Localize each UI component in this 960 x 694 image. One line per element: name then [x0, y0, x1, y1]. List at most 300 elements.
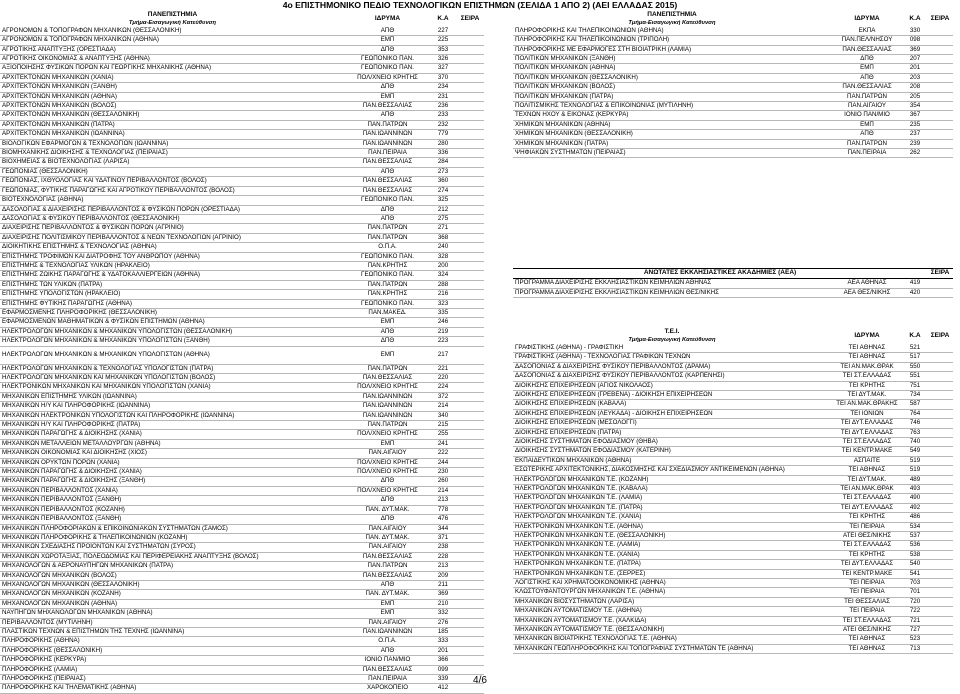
- institution-cell: ΠΑΝ.ΙΩΑΝΝΙΝΩΝ: [345, 392, 430, 401]
- institution-cell: ΤΕΙ ΔΥΤ.ΜΑΚ.: [831, 475, 903, 484]
- dept-cell: ΗΛΕΚΤΡΟΛΟΓΩΝ ΜΗΧΑΝΙΚΩΝ & ΜΗΧΑΝΙΚΩΝ ΥΠΟΛΟΓΙΣΤΩΝ (ΞΑΝΘΗ): [0, 337, 345, 346]
- table-row: [0, 205, 484, 214]
- institution-cell: ΑΕΑ ΘΕΣ/ΝΙΚΗΣ: [831, 288, 903, 297]
- series-cell: [927, 644, 953, 653]
- table-row: [513, 616, 953, 625]
- dept-cell: ΑΞΙΟΠΟΙΗΣΗΣ ΦΥΣΙΚΩΝ ΠΟΡΩΝ ΚΑΙ ΓΕΩΡΓΙΚΗΣ ΜΗΧΑΝΙΚΗΣ (ΑΘΗΝΑ): [0, 64, 345, 73]
- series-cell: [456, 609, 484, 618]
- series-cell: [927, 362, 953, 371]
- institution-cell: ΠΑΝ.ΙΩΑΝΝΙΝΩΝ: [345, 402, 430, 411]
- table-row: [513, 139, 953, 148]
- institution-cell: ΓΕΩΠΟΝΙΚΟ ΠΑΝ.: [345, 55, 430, 64]
- code-cell: 212: [430, 205, 456, 214]
- dept-cell: ΠΕΡΙΒΑΛΛΟΝΤΟΣ (ΜΥΤΙΛΗΝΗ): [0, 618, 345, 627]
- dept-cell: ΚΛΩΣΤΟΥΦΑΝΤΟΥΡΓΩΝ ΜΗΧΑΝΙΚΩΝ Τ.Ε. (ΑΘΗΝΑ): [513, 588, 831, 597]
- dept-cell: ΠΛΗΡΟΦΟΡΙΚΗΣ ΚΑΙ ΤΗΛΕΠΙΚΟΙΝΩΝΙΩΝ (ΤΡΙΠΟΛΗ): [513, 36, 831, 45]
- code-cell: 703: [903, 579, 927, 588]
- right-gap-2: [513, 298, 953, 328]
- table-row: [0, 637, 484, 646]
- dept-cell: ΕΠΙΣΤΗΜΗΣ & ΤΕΧΝΟΛΟΓΙΑΣ ΥΛΙΚΩΝ (ΗΡΑΚΛΕΙΟ): [0, 261, 345, 270]
- institution-cell: ΠΑΝ.ΑΙΓΑΙΟΥ: [345, 618, 430, 627]
- code-cell: 493: [903, 484, 927, 493]
- institution-cell: ΔΠΘ: [345, 515, 430, 524]
- institution-cell: ΧΑΡΟΚΟΠΕΙΟ: [345, 684, 430, 693]
- code-cell: 208: [903, 83, 927, 92]
- code-cell: 230: [430, 468, 456, 477]
- table-row: [0, 524, 484, 533]
- right-top-header-sub: Τμήμα-Εισαγωγική Κατεύθυνση: [628, 19, 716, 26]
- series-cell: [456, 543, 484, 552]
- institution-cell: ΤΕΙ ΑΘΗΝΑΣ: [831, 353, 903, 362]
- institution-cell: ΤΕΙ ΑΘΗΝΑΣ: [831, 635, 903, 644]
- institution-cell: ΑΠΘ: [345, 27, 430, 36]
- code-cell: 222: [430, 449, 456, 458]
- table-row: [0, 139, 484, 148]
- dept-cell: ΜΗΧΑΝΙΚΩΝ ΜΕΤΑΛΛΕΙΩΝ ΜΕΤΑΛΛΟΥΡΓΩΝ (ΑΘΗΝΑ): [0, 439, 345, 448]
- right-top-header-main: ΠΑΝΕΠΙΣΤΗΜΙΑ: [647, 11, 697, 18]
- table-row: [0, 337, 484, 346]
- dept-cell: ΜΗΧΑΝΙΚΩΝ ΑΥΤΟΜΑΤΙΣΜΟΥ Τ.Ε. (ΘΕΣΣΑΛΟΝΙΚΗ): [513, 626, 831, 635]
- table-row: [0, 214, 484, 223]
- page-number: 4/6: [473, 675, 487, 686]
- code-cell: 201: [903, 64, 927, 73]
- dept-cell: ΗΛΕΚΤΡΟΝΙΚΩΝ ΜΗΧΑΝΙΚΩΝ Τ.Ε. (ΣΕΡΡΕΣ): [513, 569, 831, 578]
- institution-cell: ΔΠΘ: [345, 83, 430, 92]
- code-cell: 237: [903, 130, 927, 139]
- left-table-wrap: [0, 11, 484, 694]
- table-row: [0, 167, 484, 176]
- table-row: [0, 290, 484, 299]
- series-cell: [927, 83, 953, 92]
- code-cell: 274: [430, 186, 456, 195]
- table-row: [513, 428, 953, 437]
- institution-cell: ΠΑΝ.ΙΩΑΝΝΙΝΩΝ: [345, 130, 430, 139]
- series-cell: [456, 496, 484, 505]
- table-row: [513, 522, 953, 531]
- dept-cell: ΕΦΑΡΜΟΣΜΕΝΗΣ ΠΛΗΡΟΦΟΡΙΚΗΣ (ΘΕΣΣΑΛΟΝΙΚΗ): [0, 308, 345, 317]
- dept-cell: ΕΠΙΣΤΗΜΗΣ ΖΩΙΚΗΣ ΠΑΡΑΓΩΓΗΣ & ΥΔΑΤΟΚΑΛΛΙΕΡΓΕΙΩΝ (ΑΘΗΝΑ): [0, 271, 345, 280]
- dept-cell: ΗΛΕΚΤΡΟΛΟΓΩΝ ΜΗΧΑΝΙΚΩΝ ΚΑΙ ΜΗΧΑΝΙΚΩΝ ΥΠΟΛΟΓΙΣΤΩΝ (ΒΟΛΟΣ): [0, 374, 345, 383]
- code-cell: 537: [903, 532, 927, 541]
- table-row: [0, 430, 484, 439]
- code-cell: 324: [430, 271, 456, 280]
- code-cell: 238: [430, 543, 456, 552]
- series-cell: [927, 372, 953, 381]
- series-cell: [456, 214, 484, 223]
- table-row: [513, 73, 953, 82]
- dept-cell: ΧΗΜΙΚΩΝ ΜΗΧΑΝΙΚΩΝ (ΘΕΣΣΑΛΟΝΙΚΗ): [513, 130, 831, 139]
- code-cell: 521: [903, 344, 927, 353]
- institution-cell: ΤΕΙ ΚΡΗΤΗΣ: [831, 513, 903, 522]
- table-row: [0, 299, 484, 308]
- code-cell: 339: [430, 675, 456, 684]
- code-cell: 211: [430, 580, 456, 589]
- dept-cell: ΜΗΧΑΝΙΚΩΝ ΟΙΚΟΝΟΜΙΑΣ ΚΑΙ ΔΙΟΙΚΗΣΗΣ (ΧΙΟΣ): [0, 449, 345, 458]
- table-row: [0, 346, 484, 364]
- series-cell: [927, 149, 953, 158]
- table-row: [513, 644, 953, 653]
- dept-cell: ΠΛΗΡΟΦΟΡΙΚΗΣ ΚΑΙ ΤΗΛΕΠΙΚΟΙΝΩΝΙΩΝ (ΑΘΗΝΑ): [513, 27, 831, 36]
- series-cell: [456, 392, 484, 401]
- code-cell: 233: [430, 111, 456, 120]
- dept-cell: ΠΛΗΡΟΦΟΡΙΚΗΣ ΜΕ ΕΦΑΡΜΟΓΕΣ ΣΤΗ ΒΙΟΙΑΤΡΙΚΗ (ΛΑΜΙΑ): [513, 45, 831, 54]
- series-cell: [456, 364, 484, 373]
- institution-cell: ΠΟΛ/ΧΝΕΙΟ ΚΡΗΤΗΣ: [345, 486, 430, 495]
- code-cell: 740: [903, 437, 927, 446]
- dept-cell: ΔΑΣΟΠΟΝΙΑΣ & ΔΙΑΧΕΙΡΙΣΗΣ ΦΥΣΙΚΟΥ ΠΕΡΙΒΑΛΛΟΝΤΟΣ (ΚΑΡΠΕΝΗΣΙ): [513, 372, 831, 381]
- dept-cell: ΑΡΧΙΤΕΚΤΟΝΩΝ ΜΗΧΑΝΙΚΩΝ (ΘΕΣΣΑΛΟΝΙΚΗ): [0, 111, 345, 120]
- institution-cell: ΠΑΝ.ΠΑΤΡΩΝ: [831, 139, 903, 148]
- code-cell: 721: [903, 616, 927, 625]
- code-cell: 366: [430, 656, 456, 665]
- left-header-sub: Τμήμα-Εισαγωγική Κατεύθυνση: [128, 19, 217, 26]
- code-cell: 328: [430, 252, 456, 261]
- series-cell: [927, 447, 953, 456]
- series-cell: [456, 177, 484, 186]
- right-tei-header-series: ΣΕΙΡΑ: [927, 328, 953, 344]
- series-cell: [927, 381, 953, 390]
- right-top-header-series: ΣΕΙΡΑ: [927, 11, 953, 27]
- institution-cell: ΔΠΘ: [345, 337, 430, 346]
- series-cell: [456, 637, 484, 646]
- code-cell: 720: [903, 597, 927, 606]
- table-row: [513, 437, 953, 446]
- dept-cell: ΑΡΧΙΤΕΚΤΟΝΩΝ ΜΗΧΑΝΙΚΩΝ (ΧΑΝΙΑ): [0, 73, 345, 82]
- series-cell: [927, 400, 953, 409]
- series-cell: [456, 120, 484, 129]
- series-cell: [456, 656, 484, 665]
- code-cell: 325: [430, 196, 456, 205]
- institution-cell: ΤΕΙ ΑΝ.ΜΑΚ.ΘΡΑΚ: [831, 484, 903, 493]
- code-cell: 241: [430, 439, 456, 448]
- series-cell: [456, 505, 484, 514]
- code-cell: 219: [430, 327, 456, 336]
- code-cell: 332: [430, 609, 456, 618]
- dept-cell: ΗΛΕΚΤΡΟΛΟΓΩΝ ΜΗΧΑΝΙΚΩΝ & ΜΗΧΑΝΙΚΩΝ ΥΠΟΛΟΓΙΣΤΩΝ (ΘΕΣΣΑΛΟΝΙΚΗ): [0, 327, 345, 336]
- right-military-header: [513, 269, 953, 279]
- institution-cell: ΠΑΝ.ΘΕΣΣΑΛΙΑΣ: [831, 83, 903, 92]
- institution-cell: ΑΣΠΑΙΤΕ: [831, 456, 903, 465]
- series-cell: [456, 421, 484, 430]
- code-cell: 540: [903, 560, 927, 569]
- table-row: [0, 318, 484, 327]
- left-header-main: ΠΑΝΕΠΙΣΤΗΜΙΑ: [147, 11, 198, 18]
- code-cell: 551: [903, 372, 927, 381]
- institution-cell: ΤΕΙ ΑΘΗΝΑΣ: [831, 344, 903, 353]
- series-cell: [456, 411, 484, 420]
- table-row: [0, 656, 484, 665]
- institution-cell: ΤΕΙ ΔΥΤ.ΕΛΛΑΔΑΣ: [831, 503, 903, 512]
- right-top-table-body: [513, 27, 953, 158]
- table-row: [513, 344, 953, 353]
- series-cell: [456, 458, 484, 467]
- dept-cell: ΧΗΜΙΚΩΝ ΜΗΧΑΝΙΚΩΝ (ΠΑΤΡΑ): [513, 139, 831, 148]
- table-row: [513, 390, 953, 399]
- series-cell: [456, 515, 484, 524]
- dept-cell: ΔΙΑΧΕΙΡΙΣΗΣ ΠΟΛΙΤΙΣΜΙΚΟΥ ΠΕΡΙΒΑΛΛΟΝΤΟΣ & ΝΕΩΝ ΤΕΧΝΟΛΟΓΙΩΝ (ΑΓΡΙΝΙΟ): [0, 233, 345, 242]
- table-row: [513, 579, 953, 588]
- table-row: [0, 618, 484, 627]
- code-cell: 284: [430, 158, 456, 167]
- table-row: [0, 411, 484, 420]
- right-tei-header: [513, 328, 953, 344]
- series-cell: [456, 83, 484, 92]
- table-row: [513, 447, 953, 456]
- series-cell: [456, 111, 484, 120]
- dept-cell: ΗΛΕΚΤΡΟΝΙΚΩΝ ΜΗΧΑΝΙΚΩΝ Τ.Ε. (ΑΘΗΝΑ): [513, 522, 831, 531]
- table-row: [0, 92, 484, 101]
- table-row: [0, 327, 484, 336]
- table-row: [0, 421, 484, 430]
- institution-cell: ΓΕΩΠΟΝΙΚΟ ΠΑΝ.: [345, 252, 430, 261]
- institution-cell: ΠΑΝ. ΔΥΤ.ΜΑΚ.: [345, 505, 430, 514]
- dept-cell: ΗΛΕΚΤΡΟΝΙΚΩΝ ΜΗΧΑΝΙΚΩΝ Τ.Ε. (ΧΑΝΙΑ): [513, 550, 831, 559]
- table-row: [0, 496, 484, 505]
- series-cell: [456, 205, 484, 214]
- dept-cell: ΜΗΧΑΝΟΛΟΓΩΝ ΜΗΧΑΝΙΚΩΝ (ΘΕΣΣΑΛΟΝΙΚΗ): [0, 580, 345, 589]
- code-cell: 327: [430, 64, 456, 73]
- code-cell: 246: [430, 318, 456, 327]
- series-cell: [456, 299, 484, 308]
- institution-cell: ΑΠΘ: [345, 167, 430, 176]
- dept-cell: ΔΙΟΙΚΗΣΗΣ ΕΠΙΧΕΙΡΗΣΕΩΝ (ΚΑΒΑΛΑ): [513, 400, 831, 409]
- table-row: [0, 562, 484, 571]
- table-row: [0, 609, 484, 618]
- code-cell: 330: [903, 27, 927, 36]
- code-cell: 335: [430, 308, 456, 317]
- table-row: [0, 55, 484, 64]
- dept-cell: ΗΛΕΚΤΡΟΝΙΚΩΝ ΜΗΧΑΝΙΚΩΝ Τ.Ε. (ΘΕΣΣΑΛΟΝΙΚΗ): [513, 532, 831, 541]
- institution-cell: ΠΑΝ.ΚΡΗΤΗΣ: [345, 261, 430, 270]
- table-row: [0, 261, 484, 270]
- code-cell: 217: [430, 346, 456, 364]
- institution-cell: ΓΕΩΠΟΝΙΚΟ ΠΑΝ.: [345, 64, 430, 73]
- dept-cell: ΜΗΧΑΝΙΚΩΝ ΑΥΤΟΜΑΤΙΣΜΟΥ Τ.Ε. (ΧΑΛΚΙΔΑ): [513, 616, 831, 625]
- institution-cell: ΠΑΝ.ΠΕΙΡΑΙΑ: [345, 675, 430, 684]
- table-row: [0, 402, 484, 411]
- institution-cell: ΑΤΕΙ ΘΕΣ/ΝΙΚΗΣ: [831, 532, 903, 541]
- series-cell: [927, 73, 953, 82]
- dept-cell: ΠΟΛΙΤΙΚΩΝ ΜΗΧΑΝΙΚΩΝ (ΑΘΗΝΑ): [513, 64, 831, 73]
- series-cell: [456, 618, 484, 627]
- series-cell: [927, 344, 953, 353]
- institution-cell: ΕΜΠ: [345, 92, 430, 101]
- dept-cell: ΠΛΗΡΟΦΟΡΙΚΗΣ (ΚΕΡΚΥΡΑ): [0, 656, 345, 665]
- dept-cell: ΓΕΩΠΟΝΙΑΣ, ΦΥΤΙΚΗΣ ΠΑΡΑΓΩΓΗΣ ΚΑΙ ΑΓΡΟΤΙΚΟΥ ΠΕΡΙΒΑΛΛΟΝΤΟΣ (ΒΟΛΟΣ): [0, 186, 345, 195]
- dept-cell: ΔΑΣΟΛΟΓΙΑΣ & ΔΙΑΧΕΙΡΙΣΗΣ ΠΕΡΙΒΑΛΛΟΝΤΟΣ & ΦΥΣΙΚΩΝ ΠΟΡΩΝ (ΟΡΕΣΤΙΑΔΑ): [0, 205, 345, 214]
- institution-cell: ΕΜΠ: [831, 64, 903, 73]
- dept-cell: ΜΗΧΑΝΙΚΩΝ ΧΩΡΟΤΑΞΙΑΣ, ΠΟΛΕΟΔΟΜΙΑΣ ΚΑΙ ΠΕΡΙΦΕΡΕΙΑΚΗΣ ΑΝΑΠΤΥΞΗΣ (ΒΟΛΟΣ): [0, 552, 345, 561]
- series-cell: [456, 92, 484, 101]
- code-cell: 231: [430, 92, 456, 101]
- right-top-header-institution: ΙΔΡΥΜΑ: [831, 11, 903, 27]
- institution-cell: ΤΕΙ ΔΥΤ.ΜΑΚ.: [831, 390, 903, 399]
- series-cell: [456, 533, 484, 542]
- table-row: [513, 381, 953, 390]
- institution-cell: ΠΑΝ.ΘΕΣΣΑΛΙΑΣ: [345, 374, 430, 383]
- code-cell: 225: [430, 36, 456, 45]
- institution-cell: ΕΜΠ: [345, 599, 430, 608]
- institution-cell: ΠΟΛ/ΧΝΕΙΟ ΚΡΗΤΗΣ: [345, 430, 430, 439]
- institution-cell: ΤΕΙ ΔΥΤ.ΕΛΛΑΔΑΣ: [831, 419, 903, 428]
- institution-cell: ΤΕΙ ΠΕΙΡΑΙΑ: [831, 588, 903, 597]
- table-row: [513, 45, 953, 54]
- code-cell: 232: [430, 120, 456, 129]
- institution-cell: ΕΜΠ: [345, 346, 430, 364]
- dept-cell: ΧΗΜΙΚΩΝ ΜΗΧΑΝΙΚΩΝ (ΑΘΗΝΑ): [513, 120, 831, 129]
- dept-cell: ΑΡΧΙΤΕΚΤΟΝΩΝ ΜΗΧΑΝΙΚΩΝ (ΑΘΗΝΑ): [0, 92, 345, 101]
- right-military-title: ΑΝΩΤΑΤΕΣ ΕΚΚΛΗΣΙΑΣΤΙΚΕΣ ΑΚΑΔΗΜΙΕΣ (ΑΕΑ): [513, 269, 927, 279]
- right-top-header-dept: [513, 11, 831, 27]
- code-cell: 275: [430, 214, 456, 223]
- dept-cell: ΔΑΣΟΛΟΓΙΑΣ & ΦΥΣΙΚΟΥ ΠΕΡΙΒΑΛΛΟΝΤΟΣ (ΘΕΣΣΑΛΟΝΙΚΗ): [0, 214, 345, 223]
- code-cell: 778: [430, 505, 456, 514]
- left-header-code: Κ.Α: [430, 11, 456, 27]
- table-row: [513, 532, 953, 541]
- dept-cell: ΔΙΟΙΚΗΣΗΣ ΣΥΣΤΗΜΑΤΩΝ ΕΦΟΔΙΑΣΜΟΥ (ΚΑΤΕΡΙΝΗ): [513, 447, 831, 456]
- code-cell: 492: [903, 503, 927, 512]
- institution-cell: ΑΠΘ: [831, 130, 903, 139]
- series-cell: [456, 167, 484, 176]
- series-cell: [927, 111, 953, 120]
- table-row: [513, 130, 953, 139]
- dept-cell: ΨΗΦΙΑΚΩΝ ΣΥΣΤΗΜΑΤΩΝ (ΠΕΙΡΑΙΑΣ): [513, 149, 831, 158]
- dept-cell: ΕΣΩΤΕΡΙΚΗΣ ΑΡΧΙΤΕΚΤΟΝΙΚΗΣ, ΔΙΑΚΟΣΜΗΣΗΣ ΚΑΙ ΣΧΕΔΙΑΣΜΟΥ ΑΝΤΙΚΕΙΜΕΝΩΝ (ΑΘΗΝΑ): [513, 466, 831, 475]
- code-cell: 713: [903, 644, 927, 653]
- code-cell: 280: [430, 139, 456, 148]
- right-military-series: ΣΕΙΡΑ: [927, 269, 953, 279]
- dept-cell: ΗΛΕΚΤΡΟΛΟΓΩΝ ΜΗΧΑΝΙΚΩΝ Τ.Ε. (ΚΟΖΑΝΗ): [513, 475, 831, 484]
- series-cell: [456, 271, 484, 280]
- institution-cell: ΠΑΝ.ΙΩΑΝΝΙΝΩΝ: [345, 411, 430, 420]
- dept-cell: ΗΛΕΚΤΡΟΛΟΓΩΝ ΜΗΧΑΝΙΚΩΝ & ΜΗΧΑΝΙΚΩΝ ΥΠΟΛΟΓΙΣΤΩΝ (ΑΘΗΝΑ): [0, 346, 345, 364]
- code-cell: 587: [903, 400, 927, 409]
- code-cell: 203: [903, 73, 927, 82]
- code-cell: 371: [430, 533, 456, 542]
- table-row: [0, 646, 484, 655]
- institution-cell: ΠΟΛ/ΧΝΕΙΟ ΚΡΗΤΗΣ: [345, 468, 430, 477]
- code-cell: 534: [903, 522, 927, 531]
- code-cell: 220: [430, 374, 456, 383]
- table-row: [0, 224, 484, 233]
- institution-cell: ΤΕΙ ΔΥΤ.ΕΛΛΑΔΑΣ: [831, 560, 903, 569]
- series-cell: [927, 64, 953, 73]
- table-row: [513, 279, 953, 288]
- dept-cell: ΜΗΧΑΝΙΚΩΝ ΠΛΗΡΟΦΟΡΙΚΗΣ & ΤΗΛΕΠΙΚΟΙΝΩΝΙΩΝ (ΚΟΖΑΝΗ): [0, 533, 345, 542]
- series-cell: [456, 430, 484, 439]
- series-cell: [456, 280, 484, 289]
- code-cell: 099: [430, 665, 456, 674]
- dept-cell: ΠΟΛΙΤΙΚΩΝ ΜΗΧΑΝΙΚΩΝ (ΒΟΛΟΣ): [513, 83, 831, 92]
- institution-cell: ΑΠΘ: [345, 646, 430, 655]
- code-cell: 490: [903, 494, 927, 503]
- code-cell: 701: [903, 588, 927, 597]
- dept-cell: ΗΛΕΚΤΡΟΛΟΓΩΝ ΜΗΧΑΝΙΚΩΝ Τ.Ε. (ΚΑΒΑΛΑ): [513, 484, 831, 493]
- code-cell: 340: [430, 411, 456, 420]
- dept-cell: ΠΟΛΙΤΙΣΜΙΚΗΣ ΤΕΧΝΟΛΟΓΙΑΣ & ΕΠΙΚΟΙΝΩΝΙΑΣ (ΜΥΤΙΛΗΝΗ): [513, 102, 831, 111]
- dept-cell: ΓΡΑΦΙΣΤΙΚΗΣ (ΑΘΗΝΑ) - ΓΡΑΦΙΣΤΙΚΗ: [513, 344, 831, 353]
- institution-cell: ΠΑΝ.ΠΑΤΡΩΝ: [345, 364, 430, 373]
- dept-cell: ΑΡΧΙΤΕΚΤΟΝΩΝ ΜΗΧΑΝΙΚΩΝ (ΒΟΛΟΣ): [0, 102, 345, 111]
- dept-cell: ΜΗΧΑΝΟΛΟΓΩΝ & ΑΕΡΟΝΑΥΠΗΓΩΝ ΜΗΧΑΝΙΚΩΝ (ΠΑΤΡΑ): [0, 562, 345, 571]
- dept-cell: ΕΠΙΣΤΗΜΗΣ ΦΥΤΙΚΗΣ ΠΑΡΑΓΩΓΗΣ (ΑΘΗΝΑ): [0, 299, 345, 308]
- table-row: [0, 102, 484, 111]
- table-row: [513, 513, 953, 522]
- series-cell: [456, 627, 484, 636]
- series-cell: [927, 532, 953, 541]
- series-cell: [927, 560, 953, 569]
- institution-cell: ΤΕΙ ΑΝ.ΜΑΚ.ΘΡΑΚΗΣ: [831, 400, 903, 409]
- series-cell: [456, 374, 484, 383]
- code-cell: 326: [430, 55, 456, 64]
- table-row: [513, 626, 953, 635]
- series-cell: [927, 635, 953, 644]
- table-row: [513, 27, 953, 36]
- table-row: [513, 550, 953, 559]
- dept-cell: ΑΡΧΙΤΕΚΤΟΝΩΝ ΜΗΧΑΝΙΚΩΝ (ΞΑΝΘΗ): [0, 83, 345, 92]
- dept-cell: ΗΛΕΚΤΡΟΝΙΚΩΝ ΜΗΧΑΝΙΚΩΝ Τ.Ε. (ΛΑΜΙΑ): [513, 541, 831, 550]
- dept-cell: ΓΕΩΠΟΝΙΑΣ (ΘΕΣΣΑΛΟΝΙΚΗ): [0, 167, 345, 176]
- institution-cell: ΑΠΘ: [345, 111, 430, 120]
- dept-cell: ΠΛΗΡΟΦΟΡΙΚΗΣ (ΑΘΗΝΑ): [0, 637, 345, 646]
- code-cell: 372: [430, 392, 456, 401]
- table-row: [513, 372, 953, 381]
- institution-cell: ΤΕΙ ΠΕΙΡΑΙΑ: [831, 607, 903, 616]
- institution-cell: ΠΑΝ.ΠΑΤΡΩΝ: [831, 92, 903, 101]
- code-cell: 354: [903, 102, 927, 111]
- series-cell: [927, 279, 953, 288]
- series-cell: [927, 579, 953, 588]
- institution-cell: ΤΕΙ ΚΡΗΤΗΣ: [831, 550, 903, 559]
- institution-cell: ΤΕΙ ΚΡΗΤΗΣ: [831, 381, 903, 390]
- table-row: [0, 252, 484, 261]
- dept-cell: ΜΗΧΑΝΙΚΩΝ ΣΧΕΔΙΑΣΗΣ ΠΡΟΪΟΝΤΩΝ ΚΑΙ ΣΥΣΤΗΜΑΤΩΝ (ΣΥΡΟΣ): [0, 543, 345, 552]
- series-cell: [456, 243, 484, 252]
- institution-cell: ΙΟΝΙΟ ΠΑΝ/ΜΙΟ: [831, 111, 903, 120]
- institution-cell: ΔΠΘ: [345, 496, 430, 505]
- series-cell: [456, 196, 484, 205]
- table-row: [0, 383, 484, 392]
- table-row: [0, 233, 484, 242]
- dept-cell: ΜΗΧΑΝΙΚΩΝ ΠΑΡΑΓΩΓΗΣ & ΔΙΟΙΚΗΣΗΣ (ΧΑΝΙΑ): [0, 430, 345, 439]
- dept-cell: ΜΗΧΑΝΙΚΩΝ ΠΕΡΙΒΑΛΛΟΝΤΟΣ (ΧΑΝΙΑ): [0, 486, 345, 495]
- institution-cell: ΠΑΝ.ΑΙΓΑΙΟΥ: [831, 102, 903, 111]
- dept-cell: ΜΗΧΑΝΙΚΩΝ Η/Υ ΚΑΙ ΠΛΗΡΟΦΟΡΙΚΗΣ (ΠΑΤΡΑ): [0, 421, 345, 430]
- series-cell: [927, 428, 953, 437]
- institution-cell: ΠΑΝ.ΘΕΣΣΑΛΙΑΣ: [345, 571, 430, 580]
- dept-cell: ΔΙΟΙΚΗΤΙΚΗΣ ΕΠΙΣΤΗΜΗΣ & ΤΕΧΝΟΛΟΓΙΑΣ (ΑΘΗΝΑ): [0, 243, 345, 252]
- table-row: [0, 515, 484, 524]
- series-cell: [456, 45, 484, 54]
- series-cell: [927, 456, 953, 465]
- series-cell: [927, 419, 953, 428]
- series-cell: [456, 158, 484, 167]
- dept-cell: ΔΙΟΙΚΗΣΗΣ ΕΠΙΧΕΙΡΗΣΕΩΝ (ΠΑΤΡΑ): [513, 428, 831, 437]
- code-cell: 536: [903, 541, 927, 550]
- code-cell: 224: [430, 383, 456, 392]
- institution-cell: ΠΟΛ/ΧΝΕΙΟ ΚΡΗΤΗΣ: [345, 73, 430, 82]
- code-cell: 360: [430, 177, 456, 186]
- dept-cell: ΗΛΕΚΤΡΟΝΙΚΩΝ ΜΗΧΑΝΙΚΩΝ Τ.Ε. (ΠΑΤΡΑ): [513, 560, 831, 569]
- institution-cell: ΕΜΠ: [345, 36, 430, 45]
- table-row: [513, 64, 953, 73]
- dept-cell: ΠΛΗΡΟΦΟΡΙΚΗΣ (ΛΑΜΙΑ): [0, 665, 345, 674]
- dept-cell: ΔΙΟΙΚΗΣΗΣ ΕΠΙΧΕΙΡΗΣΕΩΝ (ΑΓΙΟΣ ΝΙΚΟΛΑΟΣ): [513, 381, 831, 390]
- code-cell: 185: [430, 627, 456, 636]
- code-cell: 336: [430, 149, 456, 158]
- institution-cell: ΤΕΙ ΑΘΗΝΑΣ: [831, 644, 903, 653]
- series-cell: [456, 55, 484, 64]
